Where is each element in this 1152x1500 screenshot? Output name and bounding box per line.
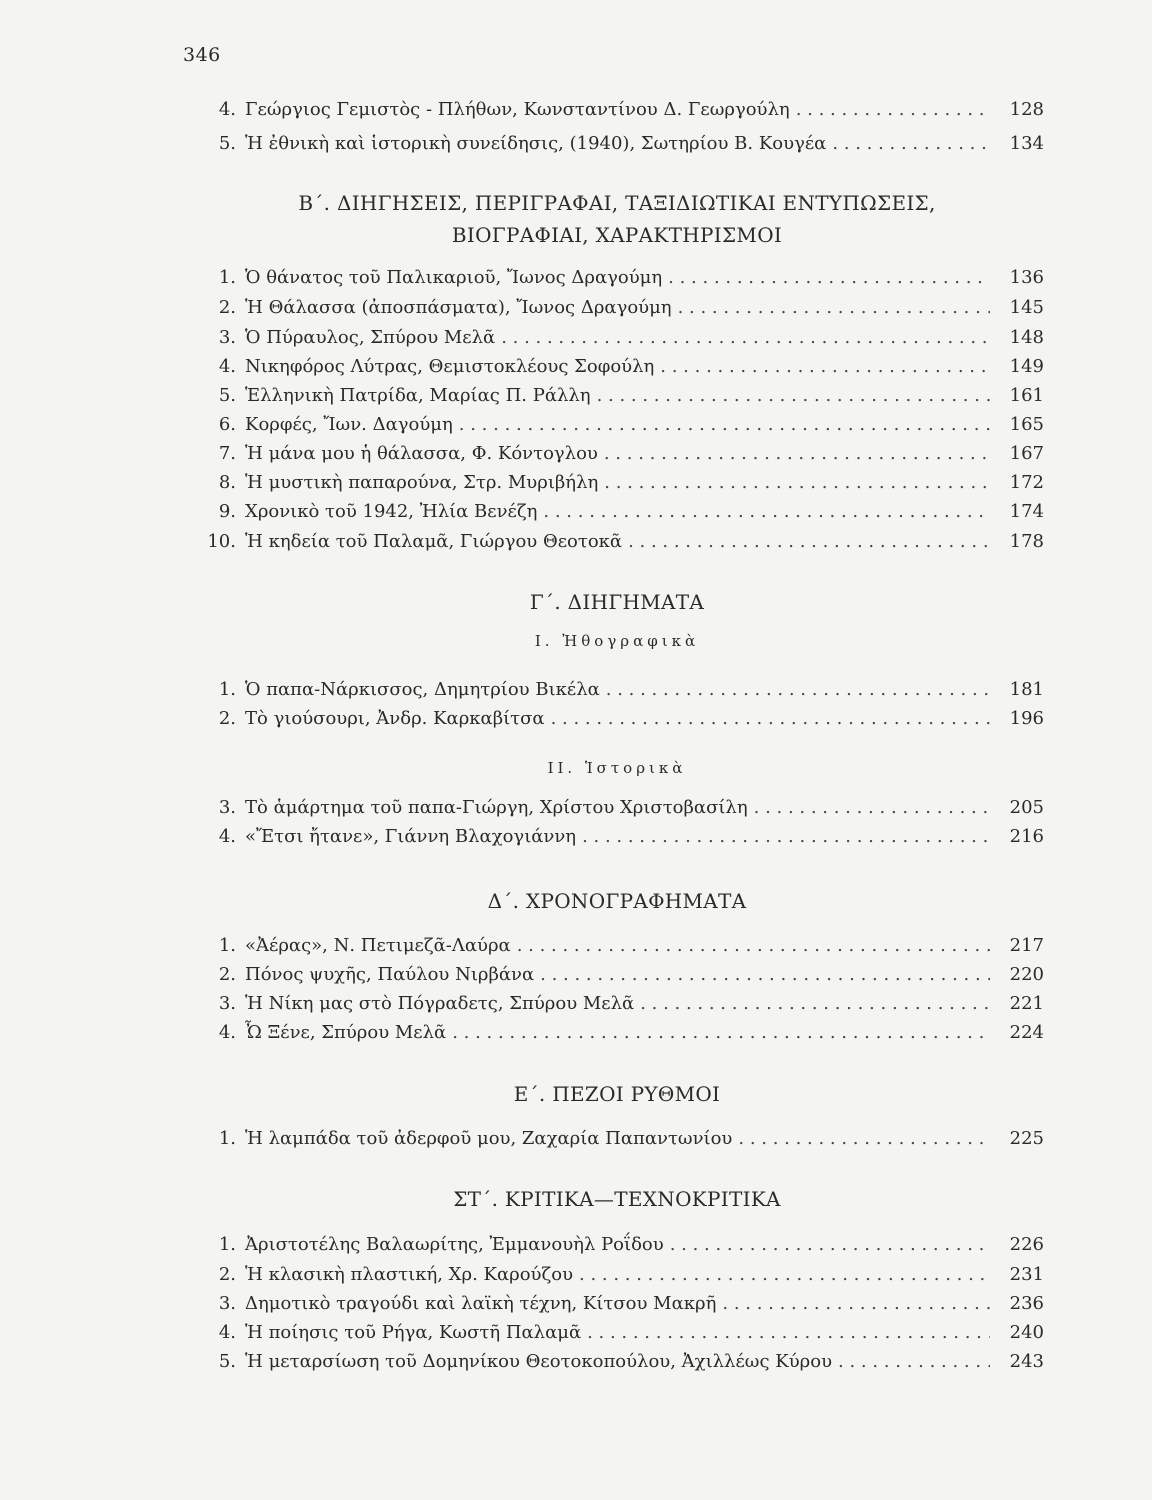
entry-number: 1. [218, 679, 236, 700]
entry-page: 167 [1009, 443, 1044, 464]
toc-entry [190, 499, 1044, 525]
entry-page: 136 [1009, 267, 1044, 288]
section-b-heading-line2: ΒΙΟΓΡΑΦΙΑΙ, ΧΑΡΑΚΤΗΡΙΣΜΟΙ [451, 223, 783, 247]
entry-title: Ἡ μεταρσίωση τοῦ Δομηνίκου Θεοτοκοπούλου, Ἀχιλλέως Κύρου [245, 1351, 833, 1372]
section-c-subheading-1: Ι. Ἠθογραφικὰ [534, 632, 700, 650]
leader-dots [660, 354, 990, 380]
leader-dots [796, 97, 990, 123]
entry-number: 3. [218, 797, 236, 818]
leader-dots [604, 470, 990, 496]
entry-title: Νικηφόρος Λύτρας, Θεμιστοκλέους Σοφούλη [245, 356, 655, 377]
entry-title: «Ἔτσι ἤτανε», Γιάννη Βλαχογιάννη [245, 826, 577, 847]
entry-number: 8. [218, 472, 236, 493]
entry-page: 128 [1009, 99, 1044, 120]
toc-entry [190, 933, 1044, 959]
toc-entry [190, 470, 1044, 496]
entry-number: 2. [218, 1264, 236, 1285]
entry-title: Ἡ μυστικὴ παπαρούνα, Στρ. Μυριβήλη [245, 472, 599, 493]
toc-entry [190, 1262, 1044, 1288]
entry-page: 243 [1009, 1351, 1044, 1372]
toc-entry [190, 325, 1044, 351]
leader-dots [587, 1320, 990, 1346]
entry-title: Ἡ ποίησις τοῦ Ρήγα, Κωστῆ Παλαμᾶ [245, 1322, 582, 1343]
leader-dots [738, 1126, 990, 1152]
entry-title: Ἀριστοτέλης Βαλαωρίτης, Ἐμμανουὴλ Ροΐδου [245, 1234, 664, 1255]
entry-page: 161 [1009, 385, 1044, 406]
entry-title: Χρονικὸ τοῦ 1942, Ἠλία Βενέζη [245, 501, 538, 522]
section-c-subheading-2: ΙΙ. Ἱστορικὰ [547, 759, 687, 777]
entry-number: 6. [218, 414, 236, 435]
entry-number: 2. [218, 708, 236, 729]
toc-entry [190, 677, 1044, 703]
entry-number: 5. [218, 385, 236, 406]
entry-number: 10. [207, 531, 236, 552]
entry-title: Κορφές, Ἴων. Δαγούμη [245, 414, 453, 435]
entry-title: Τὸ γιούσουρι, Ἀνδρ. Καρκαβίτσα [245, 708, 545, 729]
entry-number: 2. [218, 297, 236, 318]
toc-entry [190, 529, 1044, 555]
entry-page: 225 [1009, 1128, 1044, 1149]
leader-dots [582, 824, 990, 850]
leader-dots [501, 325, 990, 351]
leader-dots [754, 795, 990, 821]
toc-entry [190, 1020, 1044, 1046]
entry-page: 196 [1009, 708, 1044, 729]
toc-entry [190, 1126, 1044, 1152]
section-c-heading: Γ΄. ΔΙΗΓΗΜΑΤΑ [529, 590, 705, 614]
entry-page: 178 [1009, 531, 1044, 552]
toc-entry [190, 706, 1044, 732]
entry-number: 1. [218, 1128, 236, 1149]
toc-entry [190, 131, 1044, 157]
entry-page: 240 [1009, 1322, 1044, 1343]
leader-dots [838, 1349, 990, 1375]
entry-page: 236 [1009, 1293, 1044, 1314]
entry-title: «Ἀέρας», Ν. Πετιμεζᾶ-Λαύρα [245, 935, 511, 956]
entry-number: 4. [218, 356, 236, 377]
entry-title: Ἡ μάνα μου ἡ θάλασσα, Φ. Κόντογλου [245, 443, 598, 464]
entry-number: 9. [218, 501, 236, 522]
entry-page: 174 [1009, 501, 1044, 522]
toc-entry [190, 1349, 1044, 1375]
leader-dots [604, 441, 990, 467]
toc-entry [190, 824, 1044, 850]
toc-entry [190, 97, 1044, 123]
leader-dots [517, 933, 990, 959]
entry-number: 1. [218, 267, 236, 288]
entry-page: 216 [1009, 826, 1044, 847]
entry-title: Δημοτικὸ τραγούδι καὶ λαϊκὴ τέχνη, Κίτσου Μακρῆ [245, 1293, 717, 1314]
entry-page: 181 [1009, 679, 1044, 700]
entry-page: 134 [1009, 133, 1044, 154]
leader-dots [606, 677, 990, 703]
section-d-heading: Δ΄. ΧΡΟΝΟΓΡΑΦΗΜΑΤΑ [487, 889, 747, 913]
leader-dots [722, 1291, 990, 1317]
entry-number: 5. [218, 133, 236, 154]
toc-entry [190, 412, 1044, 438]
entry-page: 226 [1009, 1234, 1044, 1255]
toc-entry [190, 441, 1044, 467]
leader-dots [832, 131, 990, 157]
toc-entry [190, 1291, 1044, 1317]
toc-entry [190, 383, 1044, 409]
entry-number: 3. [218, 1293, 236, 1314]
entry-number: 5. [218, 1351, 236, 1372]
entry-title: Ὦ Ξένε, Σπύρου Μελᾶ [245, 1022, 447, 1043]
entry-title: Ὁ Πύραυλος, Σπύρου Μελᾶ [245, 327, 496, 348]
page-number: 346 [183, 44, 221, 66]
leader-dots [540, 962, 990, 988]
entry-title: Ἡ κλασικὴ πλαστική, Χρ. Καρούζου [245, 1264, 574, 1285]
entry-page: 172 [1009, 472, 1044, 493]
leader-dots [597, 383, 990, 409]
entry-number: 1. [218, 935, 236, 956]
leader-dots [640, 991, 990, 1017]
leader-dots [459, 412, 990, 438]
toc-entry [190, 265, 1044, 291]
entry-page: 231 [1009, 1264, 1044, 1285]
toc-entry [190, 1232, 1044, 1258]
entry-title: Ἑλληνικὴ Πατρίδα, Μαρίας Π. Ράλλη [245, 385, 591, 406]
entry-page: 145 [1009, 297, 1044, 318]
entry-title: Ἡ Θάλασσα (ἀποσπάσματα), Ἴωνος Δραγούμη [245, 297, 672, 318]
toc-entry [190, 295, 1044, 321]
entry-number: 7. [218, 443, 236, 464]
entry-page: 149 [1009, 356, 1044, 377]
toc-entry [190, 354, 1044, 380]
section-f-heading: ΣΤ΄. ΚΡΙΤΙΚΑ—ΤΕΧΝΟΚΡΙΤΙΚΑ [453, 1187, 781, 1211]
leader-dots [579, 1262, 990, 1288]
entry-page: 220 [1009, 964, 1044, 985]
entry-number: 2. [218, 964, 236, 985]
entry-title: Ἡ κηδεία τοῦ Παλαμᾶ, Γιώργου Θεοτοκᾶ [245, 531, 623, 552]
leader-dots [543, 499, 990, 525]
entry-number: 3. [218, 327, 236, 348]
section-b-heading-line1: Β΄. ΔΙΗΓΗΣΕΙΣ, ΠΕΡΙΓΡΑΦΑΙ, ΤΑΞΙΔΙΩΤΙΚΑΙ ΕΝΤΥΠΩΣΕΙΣ, [298, 191, 936, 215]
entry-title: Πόνος ψυχῆς, Παύλου Νιρβάνα [245, 964, 535, 985]
entry-title: Γεώργιος Γεμιστὸς - Πλήθων, Κωνσταντίνου Δ. Γεωργούλη [245, 99, 790, 120]
section-e-heading: Ε΄. ΠΕΖΟΙ ΡΥΘΜΟΙ [513, 1082, 721, 1106]
entry-page: 217 [1009, 935, 1044, 956]
entry-title: Ἡ Νίκη μας στὸ Πόγραδετς, Σπύρου Μελᾶ [245, 993, 635, 1014]
entry-title: Ὁ θάνατος τοῦ Παλικαριοῦ, Ἴωνος Δραγούμη [245, 267, 663, 288]
entry-title: Ἡ ἐθνικὴ καὶ ἱστορικὴ συνείδησις, (1940), Σωτηρίου Β. Κουγέα [245, 133, 827, 154]
entry-page: 148 [1009, 327, 1044, 348]
leader-dots [670, 1232, 990, 1258]
entry-page: 224 [1009, 1022, 1044, 1043]
entry-number: 4. [218, 1022, 236, 1043]
toc-entry [190, 795, 1044, 821]
toc-entry [190, 1320, 1044, 1346]
entry-page: 165 [1009, 414, 1044, 435]
entry-title: Ἡ λαμπάδα τοῦ ἀδερφοῦ μου, Ζαχαρία Παπαντωνίου [245, 1128, 733, 1149]
entry-page: 221 [1009, 993, 1044, 1014]
entry-number: 3. [218, 993, 236, 1014]
leader-dots [668, 265, 990, 291]
leader-dots [628, 529, 990, 555]
leader-dots [551, 706, 990, 732]
entry-title: Ὁ παπα-Νάρκισσος, Δημητρίου Βικέλα [245, 679, 600, 700]
leader-dots [678, 295, 990, 321]
entry-number: 4. [218, 1322, 236, 1343]
toc-entry [190, 962, 1044, 988]
entry-title: Τὸ ἁμάρτημα τοῦ παπα-Γιώργη, Χρίστου Χριστοβασίλη [245, 797, 748, 818]
leader-dots [452, 1020, 990, 1046]
entry-number: 4. [218, 99, 236, 120]
entry-number: 1. [218, 1234, 236, 1255]
entry-page: 205 [1009, 797, 1044, 818]
toc-entry [190, 991, 1044, 1017]
entry-number: 4. [218, 826, 236, 847]
